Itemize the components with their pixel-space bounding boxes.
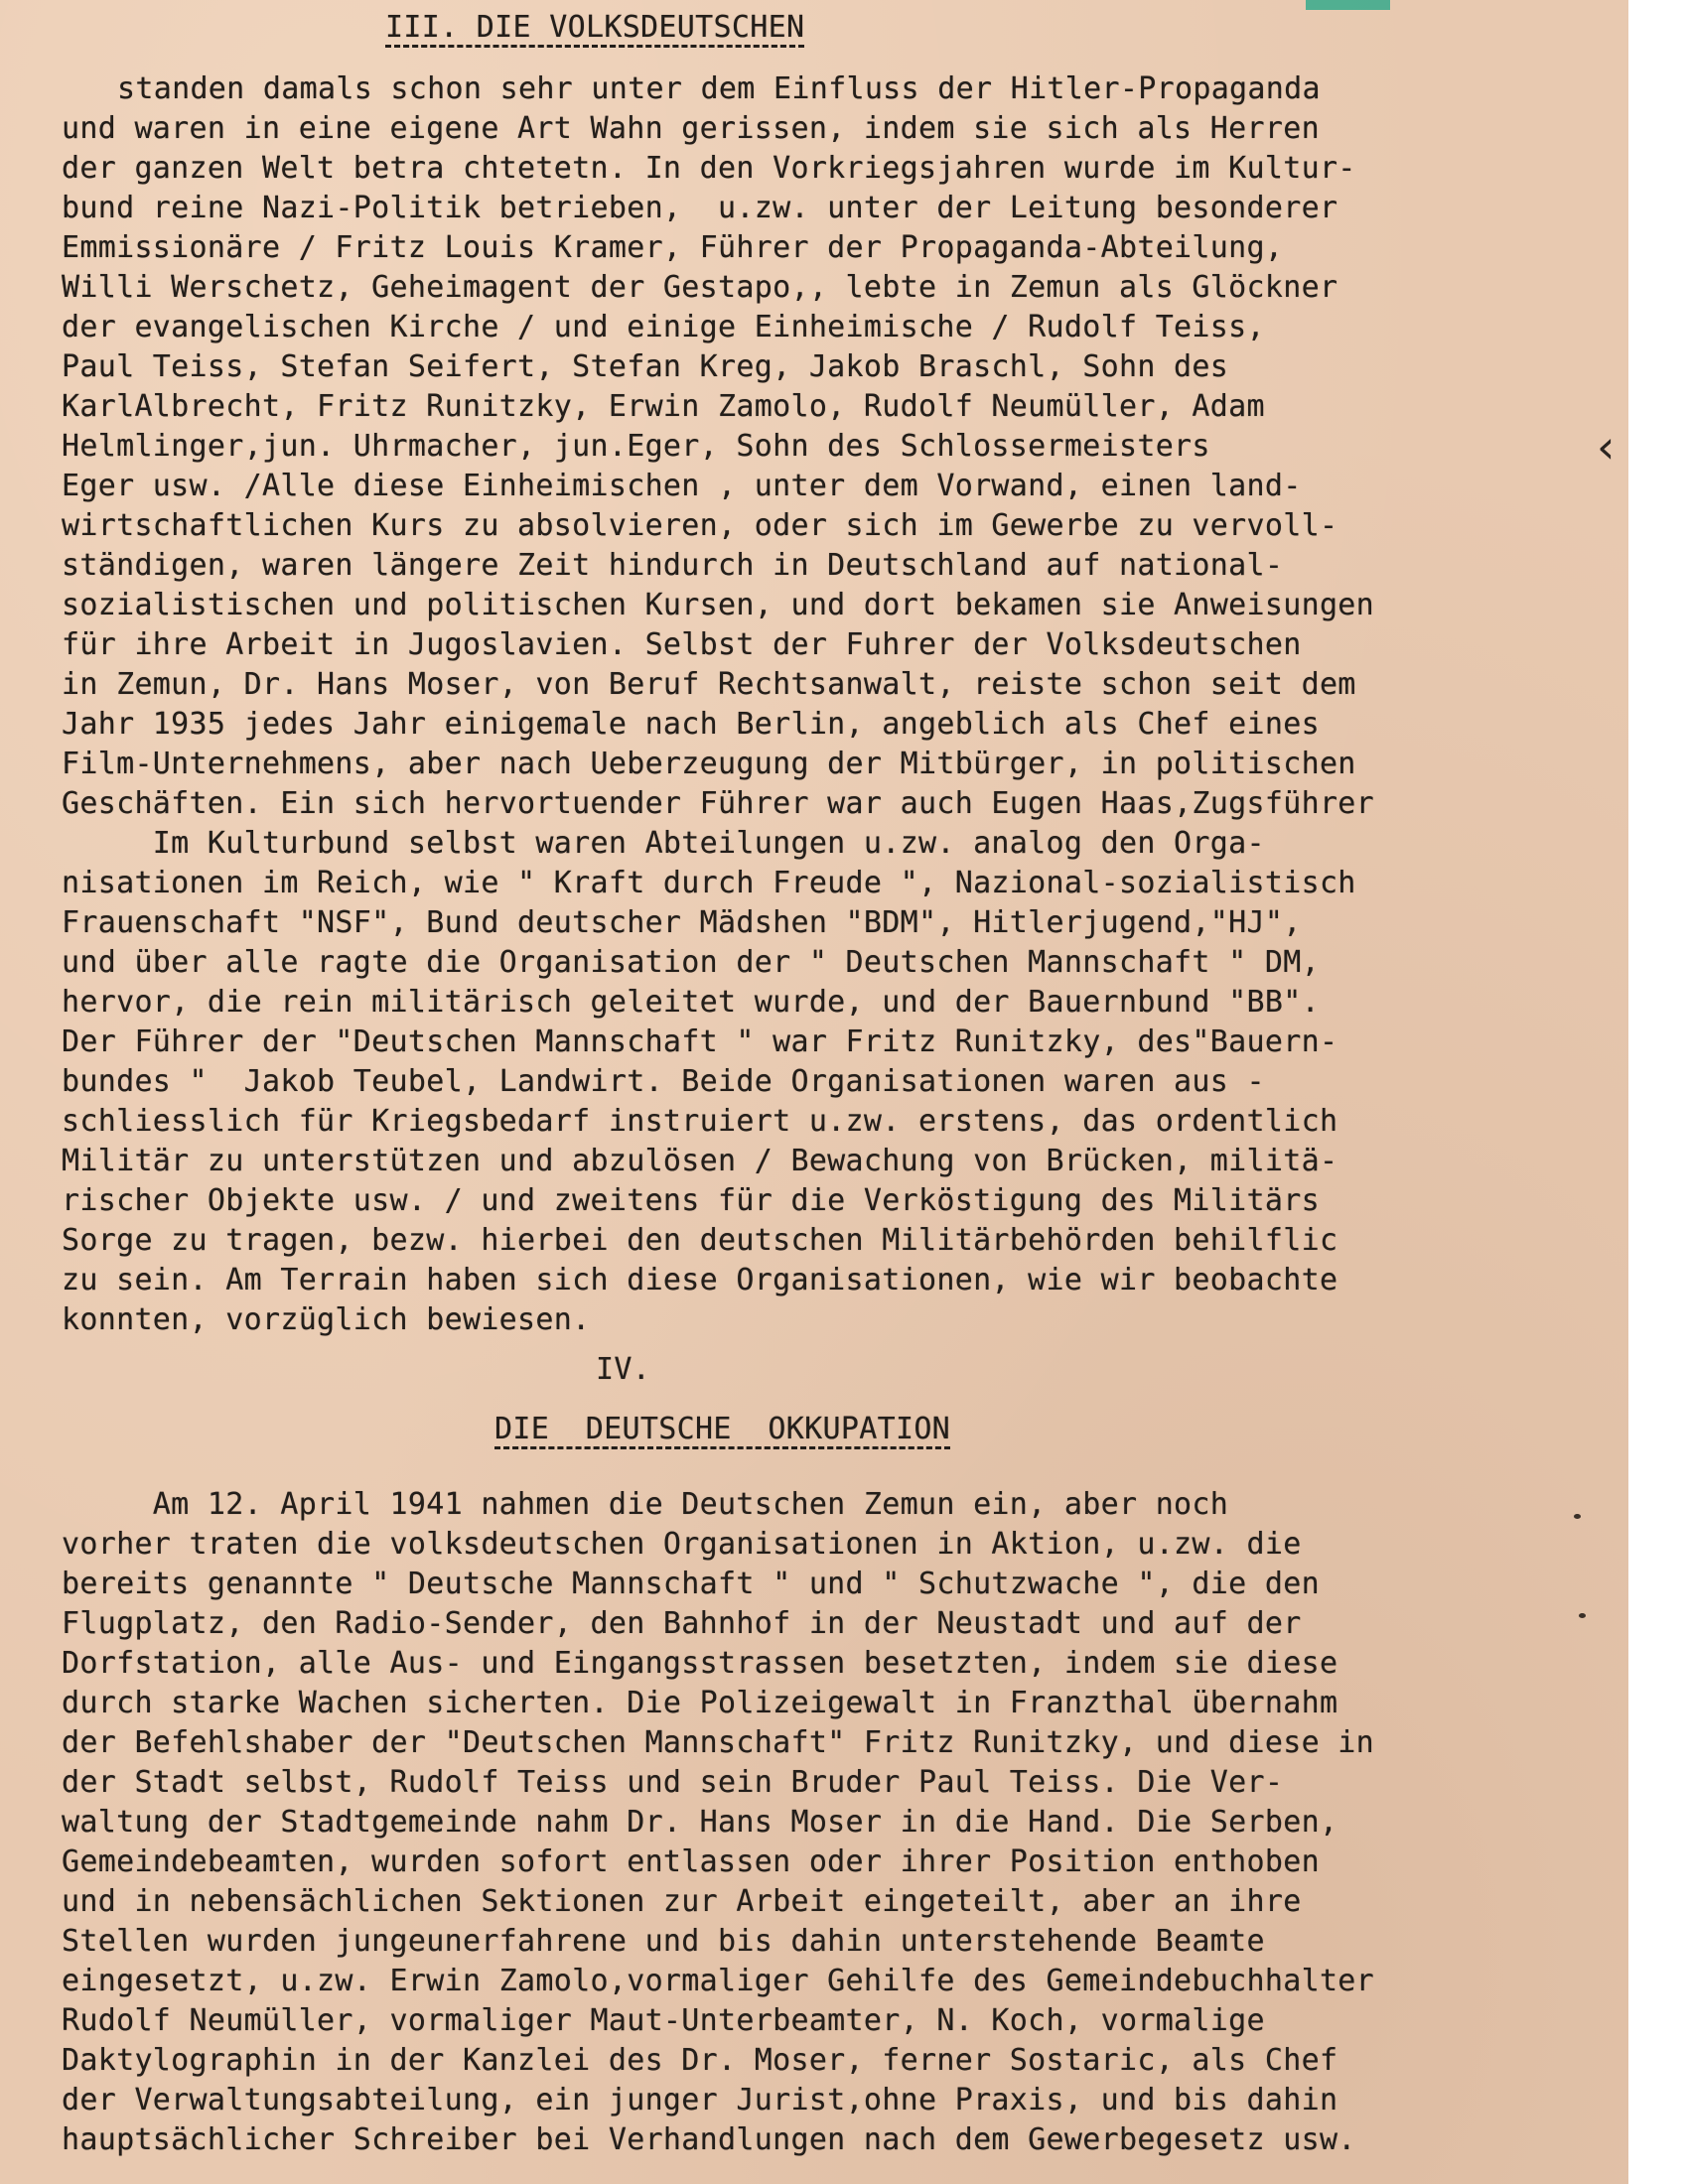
text-line: waltung der Stadtgemeinde nahm Dr. Hans Moser in die Hand. Die Serben, — [62, 1805, 1338, 1840]
text-line: wirtschaftlichen Kurs zu absolvieren, oder sich im Gewerbe zu vervoll- — [62, 508, 1338, 543]
text-line: der Befehlshaber der "Deutschen Mannschaft" Fritz Runitzky, und diese in — [62, 1725, 1375, 1760]
text-line: Am 12. April 1941 nahmen die Deutschen Zemun ein, aber noch — [62, 1487, 1229, 1522]
text-line: Stellen wurden jungeunerfahrene und bis dahin unterstehende Beamte — [62, 1924, 1265, 1959]
text-line: Film-Unternehmens, aber nach Ueberzeugung der Mitbürger, in politischen — [62, 747, 1356, 781]
text-line: Frauenschaft "NSF", Bund deutscher Mädshen "BDM", Hitlerjugend,"HJ", — [62, 905, 1302, 940]
text-line: Dorfstation, alle Aus- und Eingangsstrassen besetzten, indem sie diese — [62, 1646, 1338, 1681]
text-line: vorher traten die volksdeutschen Organisationen in Aktion, u.zw. die — [62, 1527, 1302, 1562]
text-line: Jahr 1935 jedes Jahr einigemale nach Berlin, angeblich als Chef eines — [62, 707, 1320, 742]
text-line: konnten, vorzüglich bewiesen. — [62, 1302, 591, 1337]
text-line: Militär zu unterstützen und abzulösen / Bewachung von Brücken, militä- — [62, 1144, 1338, 1178]
text-line: in Zemun, Dr. Hans Moser, von Beruf Rechtsanwalt, reiste schon seit dem — [62, 667, 1356, 702]
section-3-heading: III. DIE VOLKSDEUTSCHEN — [385, 10, 805, 45]
text-line: der Verwaltungsabteilung, ein junger Jurist,ohne Praxis, und bis dahin — [62, 2083, 1338, 2117]
text-line: hauptsächlicher Schreiber bei Verhandlungen nach dem Gewerbegesetz usw. — [62, 2122, 1356, 2157]
text-line: für ihre Arbeit in Jugoslavien. Selbst der Fuhrer der Volksdeutschen — [62, 627, 1302, 662]
text-line: Eger usw. /Alle diese Einheimischen , unter dem Vorwand, einen land- — [62, 469, 1302, 503]
text-line: durch starke Wachen sicherten. Die Polizeigewalt in Franzthal übernahm — [62, 1686, 1338, 1720]
text-line: eingesetzt, u.zw. Erwin Zamolo,vormaliger Gehilfe des Gemeindebuchhalter — [62, 1964, 1375, 1998]
text-line: rischer Objekte usw. / und zweitens für die Verköstigung des Militärs — [62, 1183, 1320, 1218]
ink-speck — [1579, 1613, 1586, 1618]
text-line: der ganzen Welt betra chtetetn. In den Vorkriegsjahren wurde im Kultur- — [62, 151, 1356, 186]
text-line: hervor, die rein militärisch geleitet wurde, und der Bauernbund "BB". — [62, 985, 1320, 1020]
text-line: Emmissionäre / Fritz Louis Kramer, Führer der Propaganda-Abteilung, — [62, 230, 1284, 265]
text-line: nisationen im Reich, wie " Kraft durch Freude ", Nazional-sozialistisch — [62, 866, 1356, 900]
text-line: sozialistischen und politischen Kursen, und dort bekamen sie Anweisungen — [62, 588, 1375, 622]
text-line: bereits genannte " Deutsche Mannschaft " und " Schutzwache ", die den — [62, 1567, 1320, 1601]
text-line: Der Führer der "Deutschen Mannschaft " war Fritz Runitzky, des"Bauern- — [62, 1024, 1338, 1059]
text-line: zu sein. Am Terrain haben sich diese Organisationen, wie wir beobachte — [62, 1263, 1338, 1297]
text-line: KarlAlbrecht, Fritz Runitzky, Erwin Zamolo, Rudolf Neumüller, Adam — [62, 389, 1265, 424]
margin-bracket-mark: ‹ — [1597, 420, 1616, 474]
text-line: Flugplatz, den Radio-Sender, den Bahnhof in der Neustadt und auf der — [62, 1606, 1302, 1641]
text-line: und in nebensächlichen Sektionen zur Arbeit eingeteilt, aber an ihre — [62, 1884, 1302, 1919]
text-line: Daktylographin in der Kanzlei des Dr. Moser, ferner Sostaric, als Chef — [62, 2043, 1338, 2078]
green-tape-mark — [1306, 0, 1390, 10]
text-line: standen damals schon sehr unter dem Einfluss der Hitler-Propaganda — [117, 71, 1321, 106]
text-line: der evangelischen Kirche / und einige Einheimische / Rudolf Teiss, — [62, 310, 1265, 344]
text-line: Willi Werschetz, Geheimagent der Gestapo,, lebte in Zemun als Glöckner — [62, 270, 1338, 305]
text-line: Geschäften. Ein sich hervortuender Führer war auch Eugen Haas,Zugsführer — [62, 786, 1375, 821]
text-line: und über alle ragte die Organisation der " Deutschen Mannschaft " DM, — [62, 945, 1320, 980]
text-line: Im Kulturbund selbst waren Abteilungen u.zw. analog den Orga- — [62, 826, 1265, 861]
text-line: bund reine Nazi-Politik betrieben, u.zw. unter der Leitung besonderer — [62, 191, 1338, 225]
text-line: schliesslich für Kriegsbedarf instruiert u.zw. erstens, das ordentlich — [62, 1104, 1338, 1139]
ink-speck — [1574, 1514, 1581, 1519]
text-line: Paul Teiss, Stefan Seifert, Stefan Kreg, Jakob Braschl, Sohn des — [62, 349, 1229, 384]
text-line: bundes " Jakob Teubel, Landwirt. Beide Organisationen waren aus - — [62, 1064, 1265, 1099]
section-4-title: DIE DEUTSCHE OKKUPATION — [494, 1412, 951, 1446]
text-line: ständigen, waren längere Zeit hindurch in Deutschland auf national- — [62, 548, 1284, 583]
section-4-number: IV. — [596, 1352, 651, 1387]
text-line: Rudolf Neumüller, vormaliger Maut-Unterbeamter, N. Koch, vormalige — [62, 2003, 1265, 2038]
text-line: Gemeindebeamten, wurden sofort entlassen oder ihrer Position enthoben — [62, 1844, 1320, 1879]
text-line: und waren in eine eigene Art Wahn gerissen, indem sie sich als Herren — [62, 111, 1320, 146]
text-line: Helmlinger,jun. Uhrmacher, jun.Eger, Sohn des Schlossermeisters — [62, 429, 1210, 464]
text-line: der Stadt selbst, Rudolf Teiss und sein Bruder Paul Teiss. Die Ver- — [62, 1765, 1284, 1800]
text-line: Sorge zu tragen, bezw. hierbei den deutschen Militärbehörden behilflic — [62, 1223, 1338, 1258]
